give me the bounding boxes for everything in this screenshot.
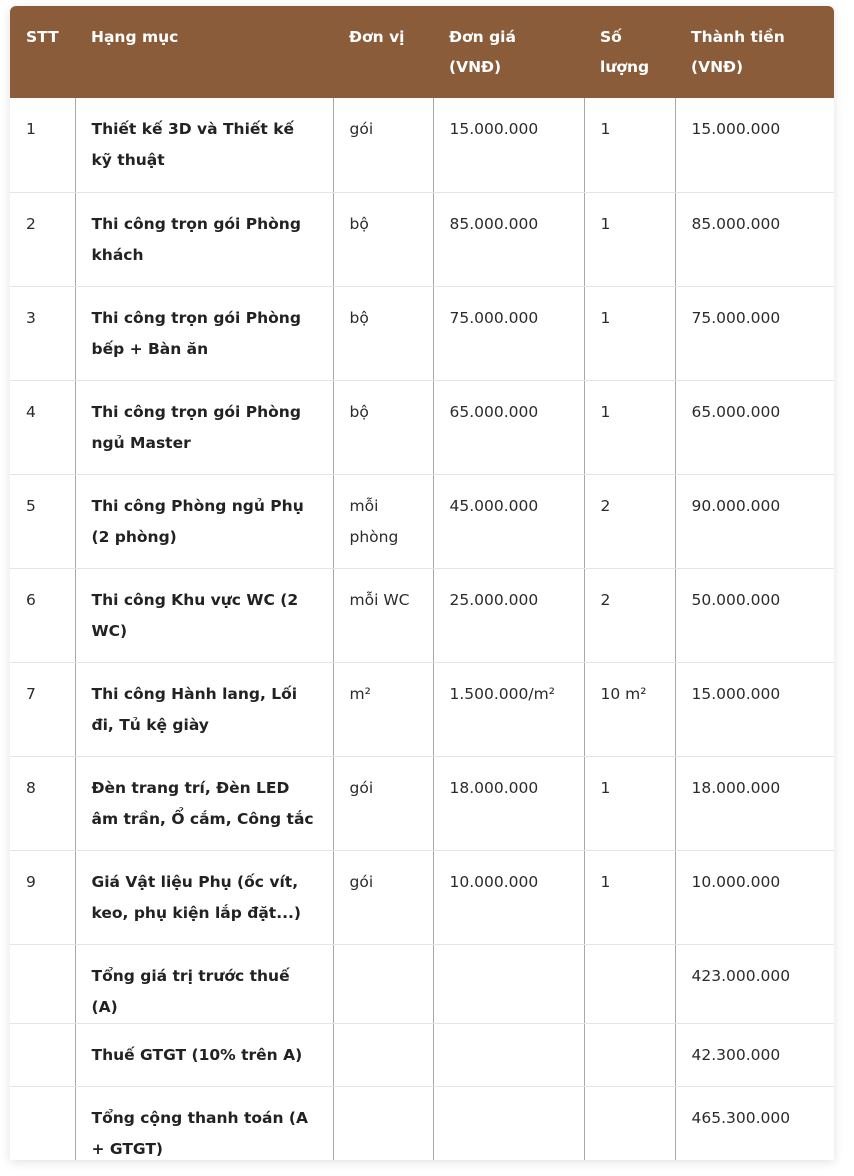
cell-unit: bộ — [333, 192, 433, 286]
cell-item: Đèn trang trí, Đèn LED âm trần, Ổ cắm, Công tắc — [75, 756, 333, 850]
cell-price: 85.000.000 — [433, 192, 584, 286]
cell-qty: 2 — [584, 568, 675, 662]
cell-qty: 1 — [584, 286, 675, 380]
cell-price: 15.000.000 — [433, 98, 584, 192]
table-row — [10, 286, 834, 380]
cell-qty: 1 — [584, 756, 675, 850]
cell-unit: bộ — [333, 286, 433, 380]
cell-qty — [584, 1023, 675, 1086]
cell-unit: mỗi phòng — [333, 474, 433, 568]
cell-stt: 1 — [10, 98, 75, 192]
cell-item: Thi công trọn gói Phòng khách — [75, 192, 333, 286]
summary-label: Tổng cộng thanh toán (A + GTGT) — [75, 1086, 333, 1160]
header-total: Thành tiền (VNĐ) — [675, 6, 834, 98]
cell-qty: 10 m² — [584, 662, 675, 756]
cell-stt: 9 — [10, 850, 75, 944]
cell-price: 65.000.000 — [433, 380, 584, 474]
cell-price — [433, 1023, 584, 1086]
cell-item: Thiết kế 3D và Thiết kế kỹ thuật — [75, 98, 333, 192]
table-row — [10, 756, 834, 850]
cell-stt — [10, 1086, 75, 1160]
cell-stt: 5 — [10, 474, 75, 568]
cell-item: Thi công Hành lang, Lối đi, Tủ kệ giày — [75, 662, 333, 756]
cell-price: 25.000.000 — [433, 568, 584, 662]
cell-qty: 1 — [584, 192, 675, 286]
cell-stt: 2 — [10, 192, 75, 286]
cell-item: Thi công trọn gói Phòng bếp + Bàn ăn — [75, 286, 333, 380]
cell-stt: 6 — [10, 568, 75, 662]
summary-row-subtotal — [10, 944, 834, 1023]
cell-price: 75.000.000 — [433, 286, 584, 380]
cell-item: Giá Vật liệu Phụ (ốc vít, keo, phụ kiện lắp đặt...) — [75, 850, 333, 944]
header-stt: STT — [10, 6, 75, 98]
table-row — [10, 662, 834, 756]
cell-qty — [584, 1086, 675, 1160]
cell-price: 10.000.000 — [433, 850, 584, 944]
table-row — [10, 380, 834, 474]
cell-unit: gói — [333, 850, 433, 944]
cell-unit: m² — [333, 662, 433, 756]
cell-qty — [584, 944, 675, 1023]
table-row — [10, 474, 834, 568]
cell-total: 15.000.000 — [675, 98, 834, 192]
cell-unit — [333, 944, 433, 1023]
quotation-table — [10, 6, 834, 1160]
cell-total: 10.000.000 — [675, 850, 834, 944]
summary-total: 465.300.000 — [675, 1086, 834, 1160]
summary-label: Tổng giá trị trước thuế (A) — [75, 944, 333, 1023]
cell-item: Thi công Khu vực WC (2 WC) — [75, 568, 333, 662]
quotation-table-card — [10, 6, 834, 1160]
table-row — [10, 98, 834, 192]
cell-qty: 1 — [584, 98, 675, 192]
cell-item: Thi công trọn gói Phòng ngủ Master — [75, 380, 333, 474]
cell-unit: mỗi WC — [333, 568, 433, 662]
cell-total: 50.000.000 — [675, 568, 834, 662]
cell-unit — [333, 1023, 433, 1086]
header-price: Đơn giá (VNĐ) — [433, 6, 584, 98]
cell-stt: 4 — [10, 380, 75, 474]
cell-total: 65.000.000 — [675, 380, 834, 474]
cell-price: 45.000.000 — [433, 474, 584, 568]
cell-item: Thi công Phòng ngủ Phụ (2 phòng) — [75, 474, 333, 568]
summary-row-vat — [10, 1023, 834, 1086]
cell-price — [433, 1086, 584, 1160]
cell-total: 18.000.000 — [675, 756, 834, 850]
table-row — [10, 850, 834, 944]
summary-label: Thuế GTGT (10% trên A) — [75, 1023, 333, 1086]
table-row — [10, 568, 834, 662]
cell-stt — [10, 1023, 75, 1086]
header-qty: Số lượng — [584, 6, 675, 98]
cell-unit — [333, 1086, 433, 1160]
summary-total: 42.300.000 — [675, 1023, 834, 1086]
cell-unit: bộ — [333, 380, 433, 474]
header-unit: Đơn vị — [333, 6, 433, 98]
table-row — [10, 192, 834, 286]
cell-total: 85.000.000 — [675, 192, 834, 286]
cell-qty: 1 — [584, 850, 675, 944]
cell-total: 90.000.000 — [675, 474, 834, 568]
cell-unit: gói — [333, 756, 433, 850]
cell-total: 15.000.000 — [675, 662, 834, 756]
cell-unit: gói — [333, 98, 433, 192]
cell-stt: 8 — [10, 756, 75, 850]
summary-total: 423.000.000 — [675, 944, 834, 1023]
cell-price: 1.500.000/m² — [433, 662, 584, 756]
cell-total: 75.000.000 — [675, 286, 834, 380]
table-body — [10, 98, 834, 1160]
cell-stt — [10, 944, 75, 1023]
summary-row-grand-total — [10, 1086, 834, 1160]
cell-stt: 7 — [10, 662, 75, 756]
cell-price — [433, 944, 584, 1023]
cell-qty: 1 — [584, 380, 675, 474]
cell-stt: 3 — [10, 286, 75, 380]
cell-price: 18.000.000 — [433, 756, 584, 850]
header-row — [10, 6, 834, 98]
table-header — [10, 6, 834, 98]
cell-qty: 2 — [584, 474, 675, 568]
header-item: Hạng mục — [75, 6, 333, 98]
